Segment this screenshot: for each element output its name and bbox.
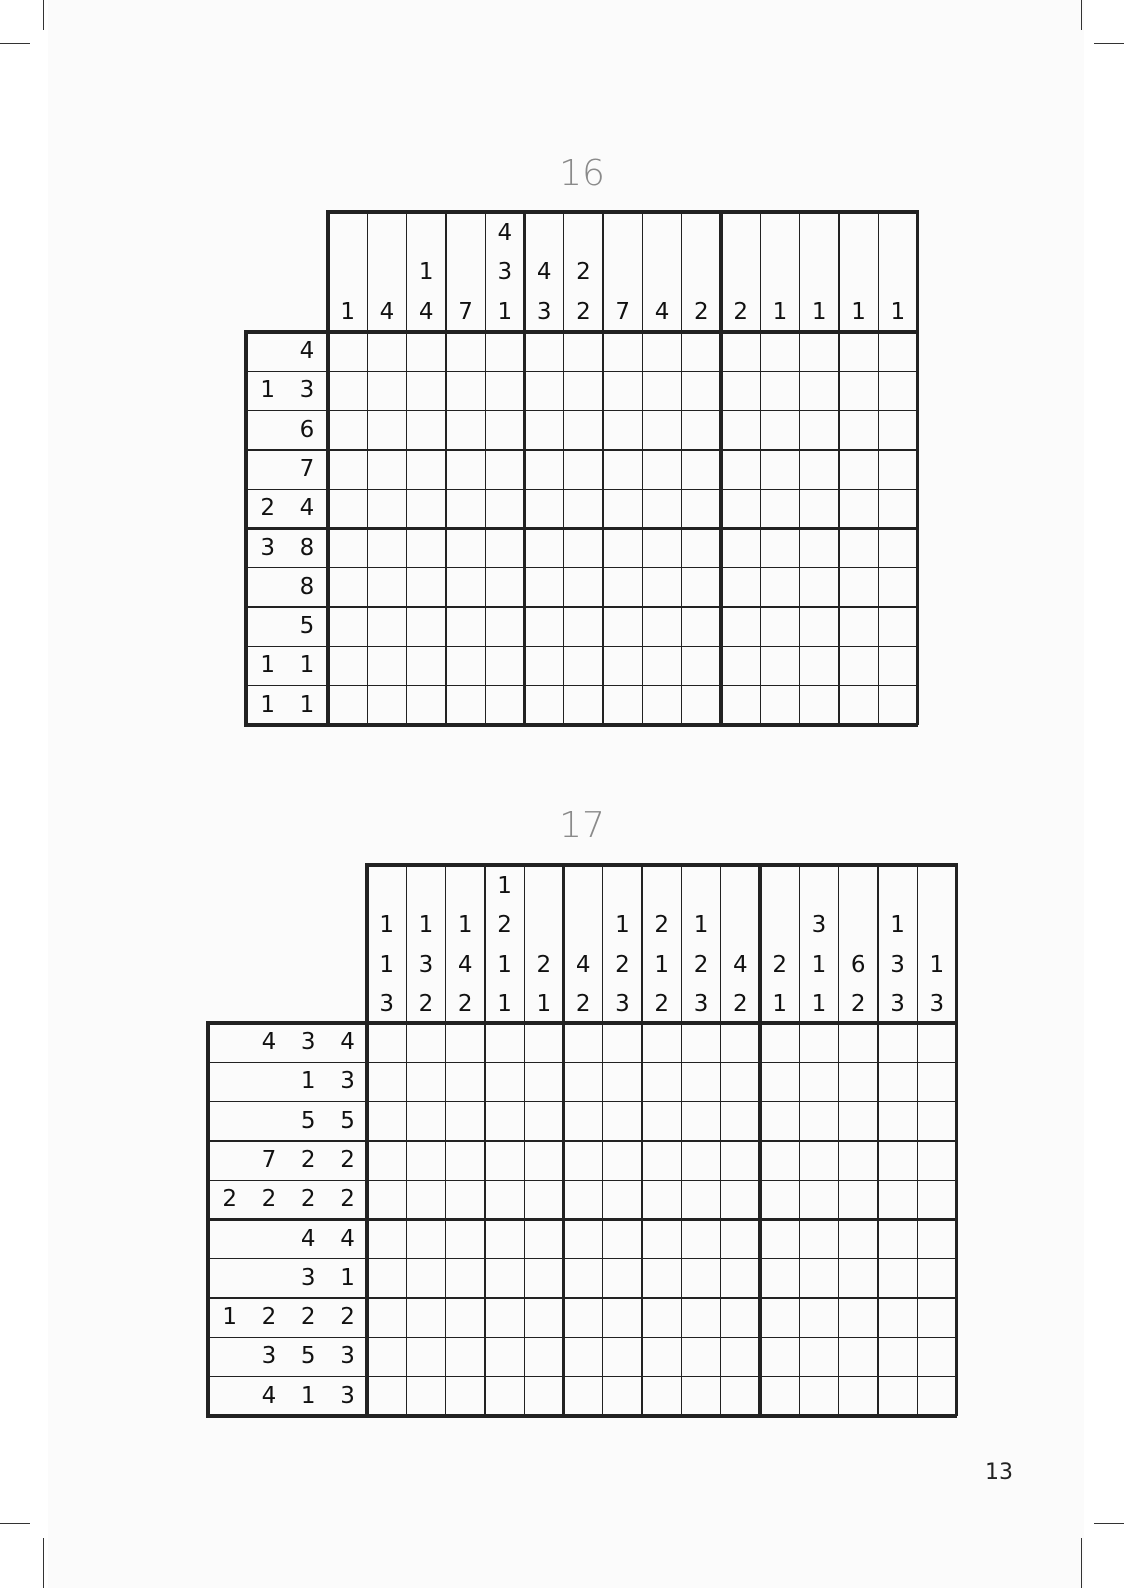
grid-line [562,1023,566,1416]
grid-line [641,865,642,1023]
grid-line [681,332,682,725]
grid-line [406,865,407,1023]
row-clue-number: 2 [261,1304,277,1331]
grid-line [445,212,446,332]
row-clue-number: 1 [222,1304,237,1331]
grid-line [484,865,485,1023]
grid-line [681,212,682,332]
page-number: 13 [985,1460,1013,1485]
column-clue-number: 1 [457,912,473,939]
column-clue-number: 3 [418,951,434,978]
grid-line [523,332,527,725]
column-clue-number: 2 [654,912,670,939]
grid-line [406,1023,407,1416]
grid-line [562,865,566,1023]
row-clue-number: 1 [300,1068,316,1095]
row-clue-number: 8 [299,534,315,561]
column-clue-number: 2 [850,990,866,1017]
column-clue-number: 4 [418,298,434,325]
column-clue-number: 3 [615,990,630,1017]
grid-line [367,1101,957,1102]
crop-mark [43,1538,44,1588]
column-clue-number: 1 [929,951,945,978]
column-clue-number: 2 [615,951,630,978]
row-clue-number: 4 [299,495,315,522]
row-clue-number: 2 [340,1304,355,1331]
row-clue-number: 1 [299,691,315,718]
grid-line [208,1062,367,1063]
grid-line [367,1021,957,1025]
column-clue-number: 1 [497,951,512,978]
grid-line [208,1101,367,1102]
grid-line [485,212,486,332]
row-clue-number: 2 [222,1186,237,1213]
grid-line [367,1258,957,1259]
row-clue-number: 1 [340,1264,355,1291]
row-clue-number: 3 [300,1264,316,1291]
row-clue-number: 1 [260,377,275,404]
crop-mark [0,1523,30,1524]
grid-line [328,606,918,607]
grid-line [244,330,248,727]
grid-line [367,1062,957,1063]
grid-line [955,865,959,1023]
grid-line [838,1023,839,1416]
grid-line [367,1297,957,1298]
grid-line [328,410,918,411]
grid-line [916,212,920,332]
grid-line [719,212,723,332]
grid-line [208,1337,367,1338]
grid-line [523,212,527,332]
column-clue-number: 1 [340,298,355,325]
grid-line [246,646,328,647]
grid-line [367,1140,957,1141]
row-clue-number: 6 [299,416,315,443]
row-clue-number: 1 [300,1382,316,1409]
grid-line [799,332,800,725]
grid-line [485,332,486,725]
grid-line [246,527,328,531]
row-clue-number: 3 [340,1068,355,1095]
column-clue-number: 1 [693,912,709,939]
grid-line [246,567,328,568]
column-clue-number: 1 [379,951,394,978]
column-clue-number: 1 [811,951,827,978]
grid-line [367,1414,957,1418]
grid-line [799,865,800,1023]
grid-line [365,1023,369,1416]
column-clue-number: 2 [693,951,709,978]
grid-line [208,1297,367,1298]
column-clue-number: 2 [575,990,591,1017]
grid-line [445,1023,446,1416]
row-clue-number: 2 [300,1146,316,1173]
grid-line [328,527,918,531]
column-clue-number: 4 [575,951,591,978]
grid-line [367,1218,957,1222]
puzzle-title: 17 [559,805,605,846]
column-clue-number: 1 [418,259,434,286]
grid-line [760,332,761,725]
grid-line [367,1180,957,1181]
grid-line [877,865,878,1023]
column-clue-number: 7 [458,298,473,325]
column-clue-number: 1 [654,951,670,978]
column-clue-number: 1 [890,298,906,325]
grid-line [720,1023,721,1416]
grid-line [326,210,919,214]
grid-line [328,449,918,450]
grid-line [328,567,918,568]
grid-line [208,1140,367,1141]
column-clue-number: 1 [890,912,905,939]
crop-mark [0,43,30,44]
grid-line [208,1376,367,1377]
column-clue-number: 2 [418,990,434,1017]
row-clue-number: 8 [299,573,315,600]
row-clue-number: 3 [261,1343,277,1370]
column-clue-number: 1 [772,298,788,325]
row-clue-number: 5 [300,1343,316,1370]
grid-line [328,371,918,372]
row-clue-number: 5 [340,1107,355,1134]
grid-line [838,332,839,725]
row-clue-number: 7 [299,455,315,482]
row-clue-number: 2 [261,1186,277,1213]
grid-line [642,212,643,332]
grid-line [917,865,918,1023]
grid-line [246,606,328,607]
column-clue-number: 1 [811,990,827,1017]
column-clue-number: 3 [929,990,945,1017]
column-clue-number: 1 [615,912,630,939]
grid-line [406,212,407,332]
grid-line [878,332,879,725]
grid-line [955,1023,959,1416]
grid-line [602,865,603,1023]
grid-line [367,1376,957,1377]
grid-line [246,449,328,450]
row-clue-number: 4 [300,1225,316,1252]
column-clue-number: 3 [811,912,827,939]
grid-line [406,332,407,725]
grid-line [246,723,328,727]
column-clue-number: 3 [497,259,513,286]
grid-line [799,212,800,332]
column-clue-number: 1 [418,912,434,939]
grid-line [838,212,839,332]
grid-line [328,723,918,727]
grid-line [602,332,603,725]
column-clue-number: 3 [693,990,709,1017]
column-clue-number: 2 [576,259,591,286]
grid-line [681,1023,682,1416]
column-clue-number: 3 [536,298,552,325]
grid-line [877,1023,878,1416]
grid-line [367,332,368,725]
column-clue-number: 4 [654,298,670,325]
grid-line [524,865,525,1023]
row-clue-number: 3 [260,534,275,561]
column-clue-number: 1 [772,990,787,1017]
crop-mark [43,0,44,30]
column-clue-number: 1 [851,298,866,325]
grid-line [484,1023,485,1416]
grid-line [916,332,920,725]
grid-line [681,865,682,1023]
column-clue-number: 2 [457,990,473,1017]
column-clue-number: 2 [576,298,591,325]
column-clue-number: 2 [772,951,787,978]
row-clue-number: 3 [300,1029,316,1055]
column-clue-number: 7 [615,298,631,325]
row-clue-number: 2 [260,495,275,522]
row-clue-number: 3 [299,377,315,404]
grid-line [208,1021,367,1025]
grid-line [367,212,368,332]
row-clue-number: 3 [340,1382,355,1409]
grid-line [720,865,721,1023]
grid-line [917,1023,918,1416]
row-clue-number: 2 [340,1186,355,1213]
column-clue-number: 4 [733,951,748,978]
grid-line [206,1021,210,1418]
grid-line [208,1180,367,1181]
grid-line [719,332,723,725]
column-clue-number: 2 [497,912,512,939]
grid-line [799,1023,800,1416]
grid-line [563,332,564,725]
row-clue-number: 5 [299,613,315,640]
column-clue-number: 1 [497,990,512,1017]
row-clue-number: 4 [299,338,315,364]
grid-line [602,1023,603,1416]
grid-line [758,865,762,1023]
grid-line [328,685,918,686]
row-clue-number: 4 [261,1029,277,1055]
puzzle-title: 16 [559,153,605,194]
grid-line [642,332,643,725]
grid-line [365,865,369,1023]
grid-line [328,330,918,334]
grid-line [326,332,330,725]
column-clue-number: 4 [497,220,513,246]
column-clue-number: 1 [811,298,827,325]
column-clue-number: 4 [536,259,552,286]
grid-line [602,212,603,332]
column-clue-number: 3 [890,951,905,978]
column-clue-number: 3 [379,990,394,1017]
column-clue-number: 1 [497,873,512,899]
column-clue-number: 2 [654,990,670,1017]
grid-line [838,865,839,1023]
row-clue-number: 4 [340,1225,355,1252]
row-clue-number: 7 [261,1146,277,1173]
column-clue-number: 2 [733,298,748,325]
column-clue-number: 2 [733,990,748,1017]
grid-line [641,1023,642,1416]
row-clue-number: 1 [260,691,275,718]
column-clue-number: 2 [536,951,552,978]
row-clue-number: 2 [340,1146,355,1173]
grid-line [208,1258,367,1259]
grid-line [760,212,761,332]
grid-line [878,212,879,332]
grid-line [524,1023,525,1416]
row-clue-number: 3 [340,1343,355,1370]
grid-line [326,212,330,332]
row-clue-number: 1 [299,652,315,679]
row-clue-number: 2 [300,1186,316,1213]
column-clue-number: 1 [379,912,394,939]
column-clue-number: 6 [850,951,866,978]
grid-line [246,489,328,490]
column-clue-number: 1 [497,298,513,325]
grid-line [367,1337,957,1338]
grid-line [246,330,328,334]
crop-mark [1081,1538,1082,1588]
row-clue-number: 4 [340,1029,355,1055]
crop-mark [1094,43,1124,44]
grid-line [208,1414,367,1418]
column-clue-number: 3 [890,990,905,1017]
crop-mark [1094,1523,1124,1524]
column-clue-number: 2 [694,298,709,325]
column-clue-number: 4 [457,951,473,978]
row-clue-number: 2 [300,1304,316,1331]
crop-mark [1081,0,1082,30]
grid-line [365,863,958,867]
row-clue-number: 5 [300,1107,316,1134]
book-page [48,0,1084,1588]
grid-line [246,410,328,411]
grid-line [445,332,446,725]
row-clue-number: 4 [261,1382,277,1409]
row-clue-number: 1 [260,652,275,679]
grid-line [758,1023,762,1416]
grid-line [328,489,918,490]
grid-line [246,685,328,686]
grid-line [445,865,446,1023]
column-clue-number: 4 [379,298,395,325]
grid-line [208,1218,367,1222]
grid-line [328,646,918,647]
grid-line [246,371,328,372]
grid-line [563,212,564,332]
column-clue-number: 1 [536,990,552,1017]
